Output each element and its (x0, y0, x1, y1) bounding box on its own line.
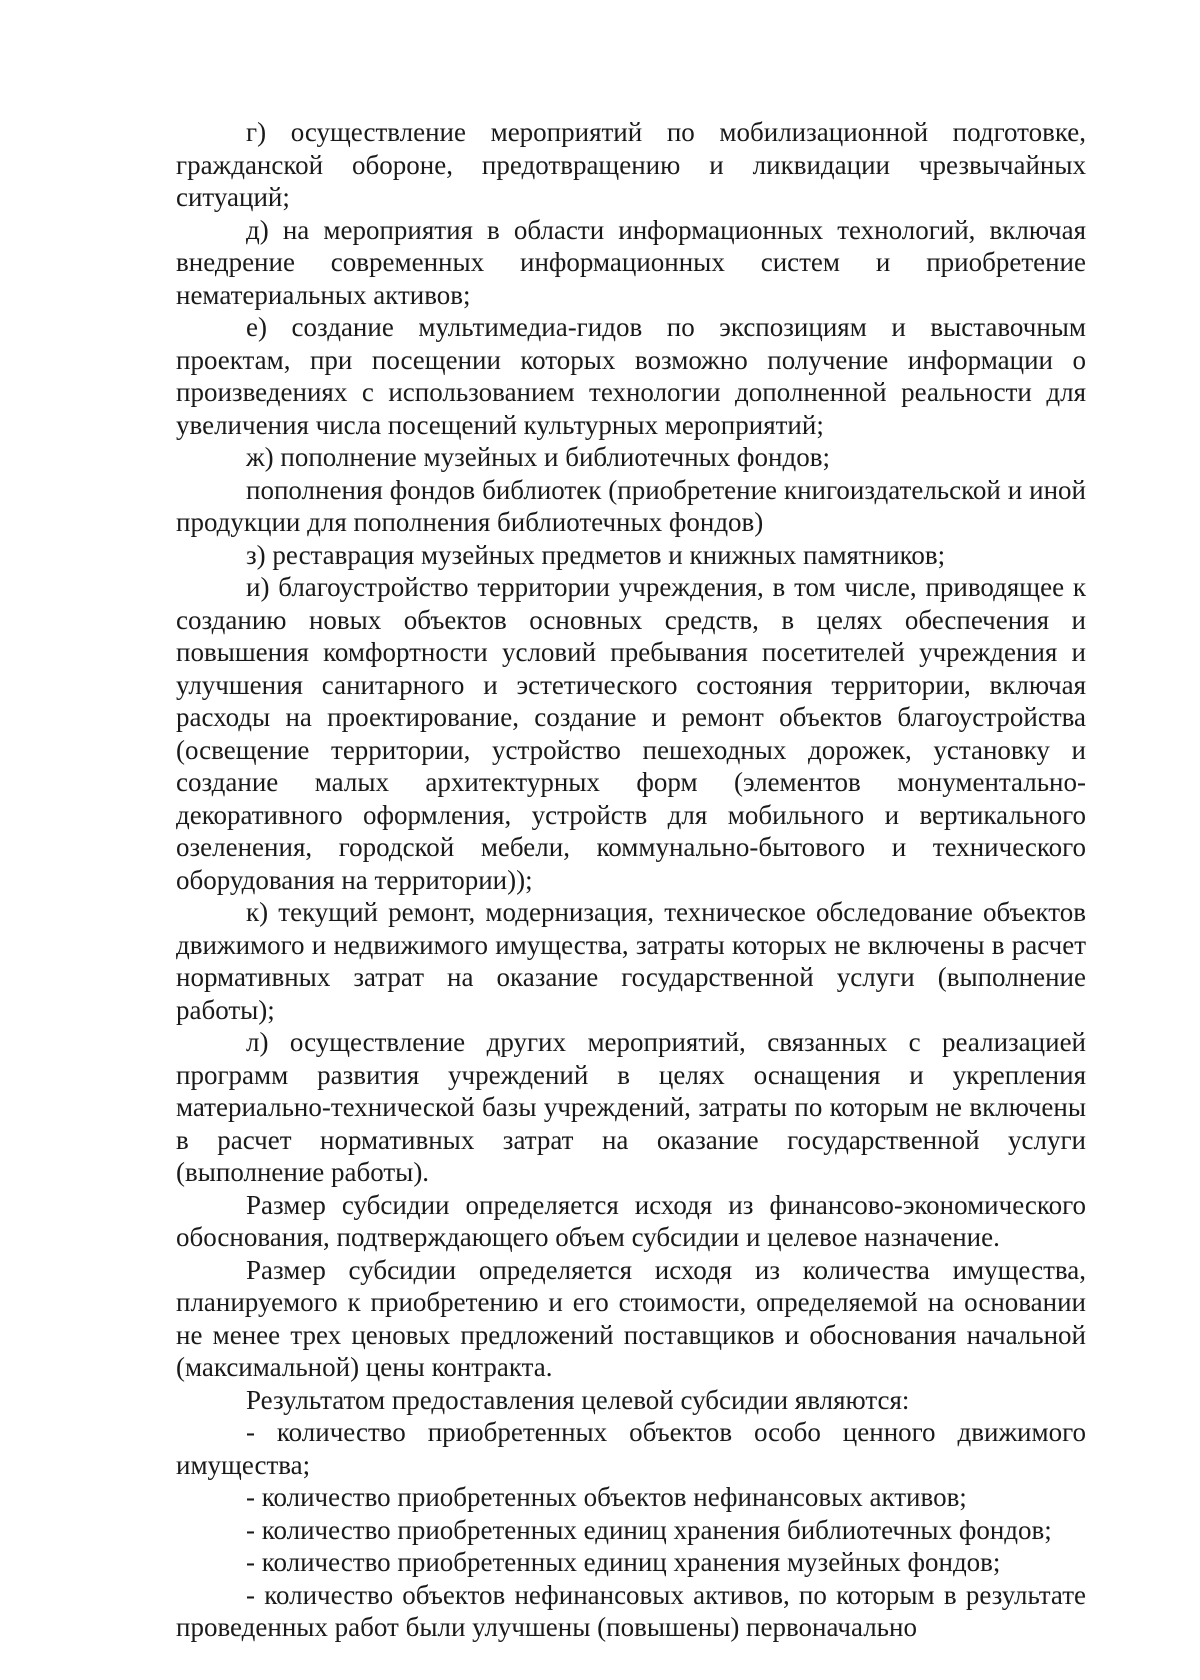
paragraph-z: з) реставрация музейных предметов и книжных памятников; (246, 539, 946, 570)
list-item-museum-units: - количество приобретенных единиц хранения музейных фондов; (246, 1547, 1001, 1577)
list-item-valuable-property: - количество приобретенных объектов особо ценного движимого имущества; (176, 1417, 1086, 1480)
paragraph-results-heading: Результатом предоставления целевой субсидии являются: (246, 1384, 910, 1415)
paragraph-library-funds: пополнения фондов библиотек (приобретение книгоиздательской и иной продукции для пополнения библиотечных фондов) (176, 474, 1086, 537)
list-item-nonfinancial-assets: - количество приобретенных объектов нефинансовых активов; (246, 1482, 967, 1512)
paragraph-e: е) создание мультимедиа-гидов по экспозициям и выставочным проектам, при посещении которых возможно получение информации о произведениях с использованием технологии дополненной реальности для увеличения числа посещений культурных мероприятий; (176, 312, 1086, 440)
paragraph-zh: ж) пополнение музейных и библиотечных фондов; (246, 442, 830, 472)
list-item-improved-assets: - количество объектов нефинансовых активов, по которым в результате проведенных работ были улучшены (повышены) первоначально (176, 1579, 1086, 1642)
paragraph-d: д) на мероприятия в области информационных технологий, включая внедрение современных информационных систем и приобретение нематериальных активов; (176, 214, 1086, 310)
paragraph-k: к) текущий ремонт, модернизация, техническое обследование объектов движимого и недвижимого имущества, затраты которых не включены в расчет нормативных затрат на оказание государственной услуги (выполнение работы); (176, 897, 1086, 1025)
paragraph-i: и) благоустройство территории учреждения, в том числе, приводящее к созданию новых объектов основных средств, в целях обеспечения и повышения комфортности условий пребывания посетителей учреждения и улучшения санитарного и эстетического состояния территории, включая расходы на проектирование, создание и ремонт объектов благоустройства (освещение территории, устройство пешеходных дорожек, установку и создание малых архитектурных форм (элементов монументально-декоративного оформления, устройств для мобильного и вертикального озеленения, городской мебели, коммунально-бытового и технического оборудования на территории)); (176, 572, 1086, 895)
paragraph-subsidy-justification: Размер субсидии определяется исходя из финансово-экономического обоснования, подтверждающего объем субсидии и целевое назначение. (176, 1189, 1086, 1252)
paragraph-l: л) осуществление других мероприятий, связанных с реализацией программ развития учреждений в целях оснащения и укрепления материально-технической базы учреждений, затраты по которым не включены в расчет нормативных затрат на оказание государственной услуги (выполнение работы). (176, 1027, 1086, 1187)
paragraph-subsidy-amount: Размер субсидии определяется исходя из количества имущества, планируемого к приобретению и его стоимости, определяемой на основании не менее трех ценовых предложений поставщиков и обоснования начальной (максимальной) цены контракта. (176, 1254, 1086, 1382)
list-item-library-units: - количество приобретенных единиц хранения библиотечных фондов; (246, 1514, 1052, 1545)
document-body (176, 116, 1086, 1644)
paragraph-g: г) осуществление мероприятий по мобилизационной подготовке, гражданской обороне, предотвращению и ликвидации чрезвычайных ситуаций; (176, 117, 1086, 212)
